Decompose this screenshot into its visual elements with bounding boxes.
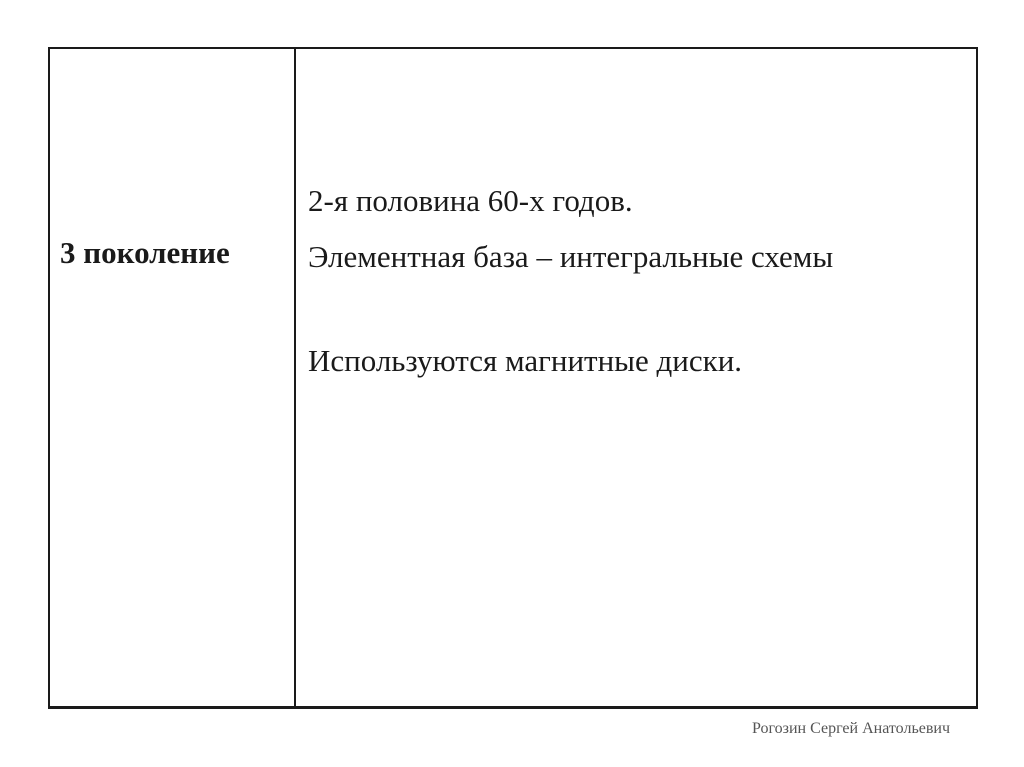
generation-table (48, 47, 978, 709)
description-element-base: Элементная база – интегральные схемы (308, 239, 834, 274)
column-divider (294, 49, 296, 706)
generation-label: 3 поколение (60, 235, 230, 270)
description-storage: Используются магнитные диски. (308, 343, 743, 378)
description-period: 2-я половина 60-х годов. (308, 183, 633, 218)
table-cell-description (308, 49, 968, 706)
footer-author: Рогозин Сергей Анатольевич (751, 720, 950, 737)
table-cell-generation (50, 49, 294, 706)
